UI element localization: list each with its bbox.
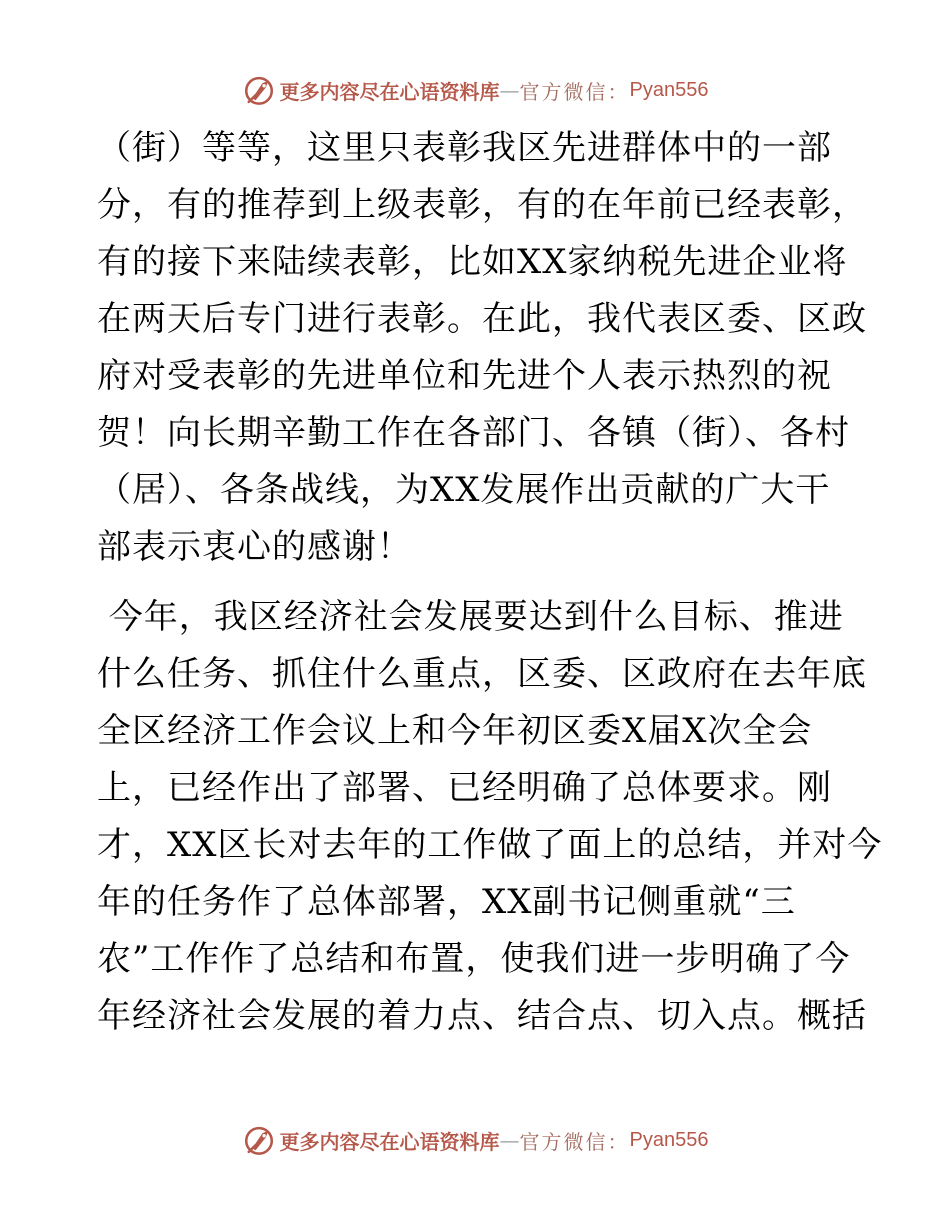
text-line: 年经济社会发展的着力点、结合点、切入点。概括 [97, 996, 867, 1036]
banner-title: 更多内容尽在心语资料库 [279, 1129, 500, 1154]
paragraph-2 [97, 589, 883, 1045]
banner-separator: — [499, 78, 520, 102]
header-banner [0, 70, 950, 110]
paragraph-1 [97, 120, 867, 576]
text-line: 贺！向长期辛勤工作在各部门、各镇（街）、各村 [97, 413, 850, 453]
banner-wechat-label: 官方微信： [519, 1129, 630, 1154]
text-line: 农”工作作了总结和布置，使我们进一步明确了今 [97, 939, 851, 979]
banner-separator: — [499, 1128, 520, 1152]
text-line: 才，XX区长对去年的工作做了面上的总结，并对今 [97, 825, 883, 865]
text-line: 部表示衷心的感谢！ [97, 527, 412, 567]
document-body [97, 120, 883, 1045]
text-line: 在两天后专门进行表彰。在此，我代表区委、区政 [97, 299, 867, 339]
footer-banner [0, 1120, 950, 1160]
text-line: 什么任务、抓住什么重点，区委、区政府在去年底 [97, 654, 867, 694]
text-line: 有的接下来陆续表彰，比如XX家纳税先进企业将 [97, 242, 848, 282]
text-line: （街）等等，这里只表彰我区先进群体中的一部 [97, 128, 832, 168]
pen-nib-logo-icon [242, 1123, 276, 1157]
text-line: 今年，我区经济社会发展要达到什么目标、推进 [97, 597, 844, 637]
text-line: 年的任务作了总体部署，XX副书记侧重就“三 [97, 882, 796, 922]
banner-title: 更多内容尽在心语资料库 [279, 79, 500, 104]
banner-wechat-label: 官方微信： [519, 79, 630, 104]
text-line: 分，有的推荐到上级表彰，有的在年前已经表彰， [97, 185, 867, 225]
text-line: 府对受表彰的先进单位和先进个人表示热烈的祝 [97, 356, 832, 396]
text-line: 全区经济工作会议上和今年初区委X届X次全会 [97, 711, 813, 751]
pen-nib-logo-icon [242, 73, 276, 107]
text-line: （居）、各条战线，为XX发展作出贡献的广大干 [97, 470, 831, 510]
text-line: 上，已经作出了部署、已经明确了总体要求。刚 [97, 768, 832, 808]
banner-wechat-id: Pyan556 [629, 1128, 709, 1151]
banner-wechat-id: Pyan556 [629, 78, 709, 101]
